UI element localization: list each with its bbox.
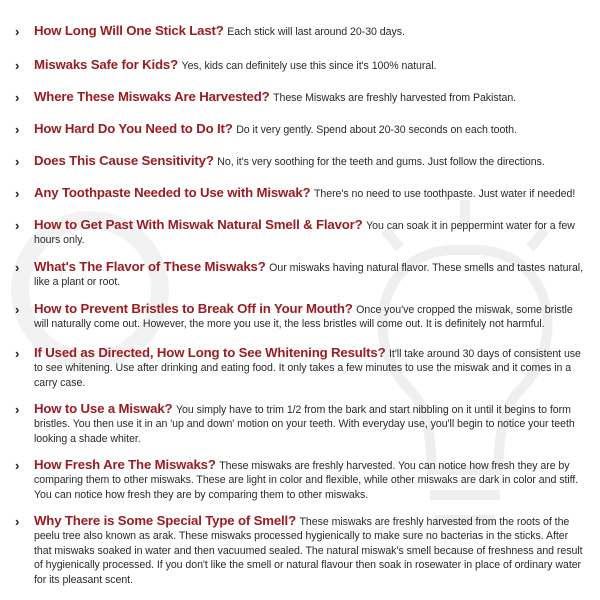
faq-question: Miswaks Safe for Kids? [34, 57, 182, 72]
faq-question: What's The Flavor of These Miswaks? [34, 259, 270, 274]
faq-entry [34, 218, 586, 248]
faq-answer: You simply have to trim 1/2 from the bark and start nibbling on it until it begins to form bristles. You then use it in an 'up and down' motion on your teeth. With everyday use, you'll begin to notice your teeth looking a shade whiter. [34, 404, 575, 445]
chevron-right-icon: › [15, 346, 20, 361]
faq-answer: No, it's very soothing for the teeth and gums. Just follow the directions. [217, 156, 545, 168]
chevron-right-icon: › [15, 218, 20, 233]
faq-answer: You can soak it in peppermint water for a few hours only. [34, 220, 575, 247]
faq-entry [34, 514, 586, 587]
faq-question: If Used as Directed, How Long to See Whitening Results? [34, 345, 390, 360]
faq-answer: Once you've cropped the miswak, some bristle will naturally come out. However, the more you use it, the less bristles will come out. It is definitely not harmful. [34, 304, 573, 331]
chevron-right-icon: › [15, 302, 20, 317]
faq-answer: These Miswaks are freshly harvested from Pakistan. [273, 92, 517, 104]
faq-entry [34, 186, 586, 201]
faq-entry [34, 346, 586, 390]
faq-entry [34, 122, 586, 137]
faq-entry [34, 58, 586, 73]
faq-answer: It'll take around 30 days of consistent use to see whitening. Use after drinking and eating food. It only takes a few minutes to use the miswak and it comes in a carry case. [34, 348, 581, 389]
faq-entry [34, 154, 586, 169]
faq-answer: Do it very gently. Spend about 20-30 seconds on each tooth. [236, 124, 517, 136]
faq-question: How Hard Do You Need to Do It? [34, 121, 237, 136]
chevron-right-icon: › [15, 154, 20, 169]
chevron-right-icon: › [15, 58, 20, 73]
faq-question: How to Get Past With Miswak Natural Smell & Flavor? [34, 217, 367, 232]
faq-question: Any Toothpaste Needed to Use with Miswak? [34, 185, 314, 200]
chevron-right-icon: › [15, 514, 20, 529]
chevron-right-icon: › [15, 122, 20, 137]
chevron-right-icon: › [15, 24, 20, 39]
chevron-right-icon: › [15, 90, 20, 105]
faq-entry [34, 260, 586, 290]
faq-answer: Our miswaks having natural flavor. These smells and tastes natural, like a plant or root. [34, 262, 583, 289]
faq-entry [34, 90, 586, 105]
faq-question: Where These Miswaks Are Harvested? [34, 89, 274, 104]
faq-question: How to Use a Miswak? [34, 401, 176, 416]
chevron-right-icon: › [15, 186, 20, 201]
chevron-right-icon: › [15, 402, 20, 417]
faq-entry [34, 402, 586, 446]
faq-entry [34, 458, 586, 502]
faq-question: How to Prevent Bristles to Break Off in Your Mouth? [34, 301, 357, 316]
faq-answer: These miswaks are freshly harvested. You can notice how fresh they are by comparing them to other miswaks. These are light in color and flexible, while other miswaks are dark in color and stiff. You can notice how fresh they are by comparing them to other miswaks. [34, 460, 579, 501]
faq-question: Does This Cause Sensitivity? [34, 153, 218, 168]
faq-answer: These miswaks are freshly harvested from the roots of the peelu tree also known as arak. These miswaks processed hygienically to make sure no bacterias in the sticks. After that miswaks soaked in water and then vacuumed sealed. The natural miswak's smell because of freshness and result of hygienically processed. If you don't like the smell or natural flavour then soak in rosewater in place of ordinary water for its pleasant scent. [34, 516, 583, 586]
faq-entry [34, 24, 586, 39]
chevron-right-icon: › [15, 260, 20, 275]
faq-question: How Long Will One Stick Last? [34, 23, 228, 38]
faq-answer: There's no need to use toothpaste. Just water if needed! [313, 188, 576, 200]
faq-answer: Each stick will last around 20-30 days. [227, 26, 405, 38]
faq-entry [34, 302, 586, 332]
faq-answer: Yes, kids can definitely use this since it's 100% natural. [181, 60, 437, 72]
chevron-right-icon: › [15, 458, 20, 473]
faq-question: Why There is Some Special Type of Smell? [34, 513, 300, 528]
faq-question: How Fresh Are The Miswaks? [34, 457, 220, 472]
